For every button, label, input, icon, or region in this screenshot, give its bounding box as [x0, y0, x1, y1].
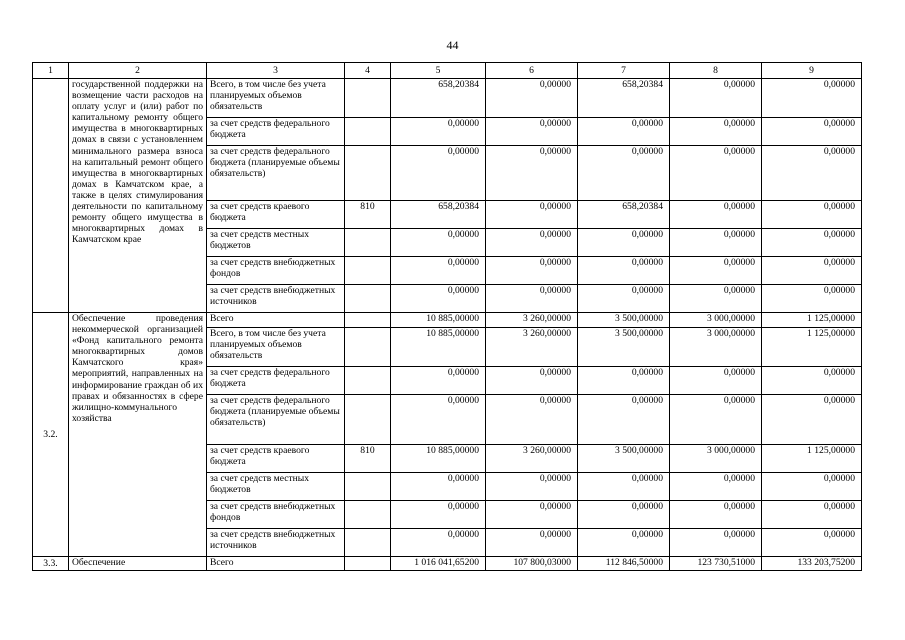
amount-cell: 0,00000 [391, 285, 486, 313]
amount-cell: 0,00000 [762, 501, 862, 529]
amount-cell: 0,00000 [391, 529, 486, 557]
amount-cell: 0,00000 [762, 367, 862, 395]
funding-source: за счет средств федерального бюджета (планируемые объемы обязательств) [207, 146, 345, 201]
amount-cell: 0,00000 [670, 501, 762, 529]
amount-cell: 0,00000 [578, 257, 670, 285]
amount-cell: 123 730,51000 [670, 557, 762, 571]
amount-cell: 658,20384 [391, 79, 486, 118]
amount-cell: 0,00000 [670, 146, 762, 201]
amount-cell: 0,00000 [486, 395, 578, 445]
funding-source: за счет средств местных бюджетов [207, 473, 345, 501]
amount-cell: 0,00000 [762, 395, 862, 445]
amount-cell: 0,00000 [578, 367, 670, 395]
table-row [33, 313, 862, 328]
amount-cell: 0,00000 [670, 79, 762, 118]
amount-cell: 3 500,00000 [578, 445, 670, 473]
amount-cell: 0,00000 [391, 118, 486, 146]
funding-source: за счет средств краевого бюджета [207, 445, 345, 473]
amount-cell: 0,00000 [391, 146, 486, 201]
column-header: 4 [345, 63, 391, 79]
funding-source: за счет средств местных бюджетов [207, 229, 345, 257]
funding-source: за счет средств федерального бюджета [207, 367, 345, 395]
amount-cell: 0,00000 [762, 118, 862, 146]
amount-cell: 3 260,00000 [486, 313, 578, 328]
budget-code [345, 557, 391, 571]
amount-cell: 0,00000 [391, 229, 486, 257]
budget-code [345, 395, 391, 445]
column-header: 9 [762, 63, 862, 79]
amount-cell: 0,00000 [486, 257, 578, 285]
amount-cell: 107 800,03000 [486, 557, 578, 571]
amount-cell: 0,00000 [486, 367, 578, 395]
amount-cell: 0,00000 [486, 501, 578, 529]
amount-cell: 0,00000 [391, 473, 486, 501]
budget-code [345, 229, 391, 257]
item-description: Обеспечение проведения некоммерческой организацией «Фонд капитального ремонта многоквартирных домов Камчатского края» мероприятий, направленных на информирование граждан об их правах и обязанностях в сфере жилищно-коммунального хозяйства [69, 313, 207, 557]
amount-cell: 0,00000 [670, 473, 762, 501]
amount-cell: 0,00000 [578, 529, 670, 557]
budget-code [345, 79, 391, 118]
budget-code [345, 328, 391, 367]
column-header: 5 [391, 63, 486, 79]
amount-cell: 0,00000 [391, 501, 486, 529]
amount-cell: 0,00000 [578, 501, 670, 529]
budget-code [345, 313, 391, 328]
amount-cell: 0,00000 [578, 395, 670, 445]
funding-source: за счет средств внебюджетных фондов [207, 257, 345, 285]
item-description: Обеспечение [69, 557, 207, 571]
budget-code [345, 257, 391, 285]
amount-cell: 0,00000 [670, 257, 762, 285]
amount-cell: 0,00000 [762, 146, 862, 201]
budget-code [345, 118, 391, 146]
table-row [33, 557, 862, 571]
amount-cell: 0,00000 [578, 118, 670, 146]
column-header: 1 [33, 63, 69, 79]
budget-code [345, 529, 391, 557]
funding-source: за счет средств внебюджетных фондов [207, 501, 345, 529]
amount-cell: 1 125,00000 [762, 328, 862, 367]
column-header: 2 [69, 63, 207, 79]
amount-cell: 3 260,00000 [486, 328, 578, 367]
amount-cell: 0,00000 [486, 118, 578, 146]
amount-cell: 0,00000 [762, 473, 862, 501]
amount-cell: 1 125,00000 [762, 313, 862, 328]
funding-source: Всего [207, 557, 345, 571]
amount-cell: 0,00000 [391, 395, 486, 445]
amount-cell: 1 125,00000 [762, 445, 862, 473]
amount-cell: 0,00000 [578, 146, 670, 201]
budget-code: 810 [345, 201, 391, 229]
amount-cell: 0,00000 [762, 201, 862, 229]
amount-cell: 0,00000 [486, 229, 578, 257]
page-number: 44 [446, 38, 459, 52]
amount-cell: 0,00000 [670, 529, 762, 557]
funding-source: за счет средств внебюджетных источников [207, 529, 345, 557]
amount-cell: 0,00000 [762, 529, 862, 557]
funding-source: Всего, в том числе без учета планируемых объемов обязательств [207, 79, 345, 118]
amount-cell: 10 885,00000 [391, 328, 486, 367]
amount-cell: 0,00000 [486, 146, 578, 201]
amount-cell: 0,00000 [670, 367, 762, 395]
amount-cell: 0,00000 [670, 395, 762, 445]
column-header-row [33, 63, 862, 79]
amount-cell: 0,00000 [486, 201, 578, 229]
item-number: 3.2. [33, 313, 69, 557]
funding-source: за счет средств федерального бюджета [207, 118, 345, 146]
amount-cell: 3 500,00000 [578, 328, 670, 367]
amount-cell: 0,00000 [762, 79, 862, 118]
column-header: 6 [486, 63, 578, 79]
amount-cell: 3 000,00000 [670, 313, 762, 328]
amount-cell: 0,00000 [578, 229, 670, 257]
funding-source: за счет средств федерального бюджета (планируемые объемы обязательств) [207, 395, 345, 445]
amount-cell: 0,00000 [578, 285, 670, 313]
funding-source: за счет средств внебюджетных источников [207, 285, 345, 313]
funding-source: за счет средств краевого бюджета [207, 201, 345, 229]
budget-code [345, 473, 391, 501]
amount-cell: 112 846,50000 [578, 557, 670, 571]
amount-cell: 658,20384 [391, 201, 486, 229]
column-header: 7 [578, 63, 670, 79]
amount-cell: 1 016 041,65200 [391, 557, 486, 571]
budget-code [345, 146, 391, 201]
amount-cell: 0,00000 [670, 118, 762, 146]
amount-cell: 3 260,00000 [486, 445, 578, 473]
amount-cell: 658,20384 [578, 79, 670, 118]
column-header: 3 [207, 63, 345, 79]
column-header: 8 [670, 63, 762, 79]
funding-source: Всего [207, 313, 345, 328]
amount-cell: 0,00000 [762, 229, 862, 257]
amount-cell: 0,00000 [391, 367, 486, 395]
budget-code: 810 [345, 445, 391, 473]
amount-cell: 0,00000 [486, 473, 578, 501]
amount-cell: 0,00000 [391, 257, 486, 285]
amount-cell: 3 000,00000 [670, 328, 762, 367]
budget-code [345, 501, 391, 529]
amount-cell: 0,00000 [762, 257, 862, 285]
amount-cell: 133 203,75200 [762, 557, 862, 571]
item-description: государственной поддержки на возмещение части расходов на оплату услуг и (или) работ по капитальному ремонту общего имущества в многоквартирных домах в связи с установленнем минимального размера взноса на капитальный ремонт общего имущества в многоквартирных домах в Камчатском крае, а также в целях стимулирования деятельности по капитальному ремонту общего имущества в многоквартирных домах в Камчатском крае [69, 79, 207, 313]
table-row [33, 79, 862, 118]
amount-cell: 0,00000 [670, 201, 762, 229]
amount-cell: 0,00000 [762, 285, 862, 313]
amount-cell: 3 000,00000 [670, 445, 762, 473]
item-number [33, 79, 69, 313]
item-number: 3.3. [33, 557, 69, 571]
budget-code [345, 367, 391, 395]
amount-cell: 0,00000 [486, 79, 578, 118]
amount-cell: 0,00000 [670, 229, 762, 257]
budget-code [345, 285, 391, 313]
amount-cell: 0,00000 [486, 529, 578, 557]
amount-cell: 0,00000 [486, 285, 578, 313]
amount-cell: 0,00000 [578, 473, 670, 501]
amount-cell: 10 885,00000 [391, 313, 486, 328]
funding-source: Всего, в том числе без учета планируемых объемов обязательств [207, 328, 345, 367]
budget-table [32, 62, 862, 571]
amount-cell: 0,00000 [670, 285, 762, 313]
amount-cell: 10 885,00000 [391, 445, 486, 473]
amount-cell: 3 500,00000 [578, 313, 670, 328]
amount-cell: 658,20384 [578, 201, 670, 229]
